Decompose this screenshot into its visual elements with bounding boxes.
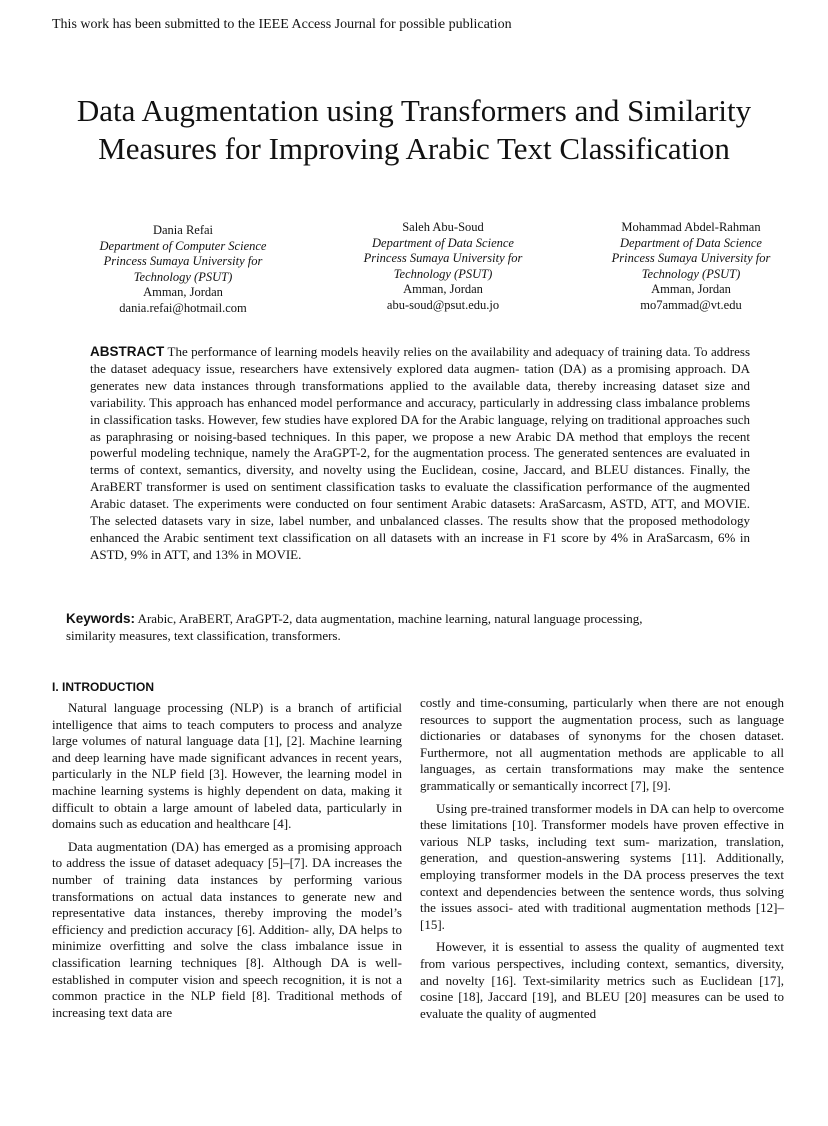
author-department: Department of Data Science (372, 235, 514, 250)
author-email: mo7ammad@vt.edu (640, 297, 742, 312)
author-email: dania.refai@hotmail.com (119, 300, 247, 315)
paper-title: Data Augmentation using Transformers and Similarity Measures for Improving Arabic Text Classification (76, 93, 752, 166)
keywords-label: Keywords: (66, 611, 136, 626)
author-location: Amman, Jordan (651, 282, 731, 296)
submission-banner: This work has been submitted to the IEEE Access Journal for possible publication (52, 17, 512, 32)
author-name: Dania Refai (152, 223, 214, 237)
author-name: Mohammad Abdel-Rahman (621, 220, 761, 234)
author-block-3 (596, 220, 786, 313)
author-institution: Princess Sumaya University for Technology (PSUT) (103, 254, 263, 284)
keywords-text: Arabic, AraBERT, AraGPT-2, data augmentation, machine learning, natural language processing, similarity measures, text classification, transformers. (66, 611, 643, 643)
author-institution: Princess Sumaya University for Technology (PSUT) (611, 251, 771, 281)
author-department: Department of Computer Science (99, 238, 267, 253)
paragraph: Natural language processing (NLP) is a branch of artificial intelligence that aims to teach computers to process and analyze large volumes of natural language data [1], [2]. Machine learning and deep learning have made significant advances in recent years, particularly in the NLP field [3]. However, the learning model in machine learning systems is highly dependent on data, making it difficult to obtain a large amount of labeled data, particularly in domains such as education and healthcare [4]. (52, 700, 402, 832)
abstract-label: ABSTRACT (90, 344, 165, 359)
section-heading: I. INTRODUCTION (52, 680, 154, 694)
left-column (52, 700, 402, 1027)
author-department: Department of Data Science (620, 235, 762, 250)
author-email: abu-soud@psut.edu.jo (386, 297, 500, 312)
abstract (90, 344, 750, 564)
abstract-text: The performance of learning models heavily relies on the availability and adequacy of training data. To address the dataset adequacy issue, researchers have extensively explored data augmen- tation (DA) as a promising approach. DA generates new data instances through transformations applied to the available data, thereby increasing dataset size and variability. This approach has enhanced model performance and accuracy, particularly in addressing class imbalance problems in classification tasks. However, few studies have explored DA for the Arabic language, relying on traditional approaches such as paraphrasing or noising-based techniques. In this paper, we propose a new Arabic DA method that employs the recent powerful modeling technique, namely the AraGPT-2, for the augmentation process. The generated sentences are evaluated in terms of context, semantics, diversity, and novelty using the Euclidean, cosine, Jaccard, and BLEU distances. Finally, the AraBERT transformer is used on sentiment classification tasks to evaluate the classification performance of the augmented Arabic dataset. The experiments were conducted on four sentiment Arabic datasets: AraSarcasm, ASTD, ATT, and MOVIE. The selected datasets vary in size, label number, and unbalanced classes. The results show that the proposed methodology enhanced the Arabic sentiment text classification on all datasets with an increase in F1 score by 4% in AraSarcasm, 6% in ASTD, 9% in ATT, and 13% in MOVIE. (90, 344, 751, 562)
author-name: Saleh Abu-Soud (402, 220, 484, 234)
paragraph: Data augmentation (DA) has emerged as a promising approach to address the issue of dataset adequacy [5]–[7]. DA increases the number of training data instances by performing various transformations on actual data instances to generate new and representative data instances, thereby improving the model’s efficiency and prediction accuracy [6]. Addition- ally, DA helps to minimize overfitting and solve the class imbalance issue in classification learning techniques [8]. Although DA is well-established in computer vision and speech recognition, it is not a common practice in the NLP field [8]. Traditional methods of increasing text data are (52, 838, 402, 1020)
keywords (66, 610, 686, 644)
author-location: Amman, Jordan (143, 285, 223, 299)
author-location: Amman, Jordan (403, 282, 483, 296)
paragraph: However, it is essential to assess the quality of augmented text from various perspectives, including context, semantics, diversity, and novelty [16]. Text-similarity metrics such as Euclidean [17], cosine [18], Jaccard [19], and BLEU [20] measures can be used to evaluate the quality of augmented (420, 939, 784, 1021)
author-block-2 (348, 220, 538, 313)
paragraph: Using pre-trained transformer models in DA can help to overcome these limitations [10]. Transformer models have proven effective in various NLP tasks, including text sum- marization, translation, generation, and question-answering systems [11]. Additionally, employing transformer models in the DA process preserves the text context and dependencies between the sentence words, thus solving the issues associ- ated with traditional augmentation methods [12]–[15]. (420, 800, 784, 932)
right-column (420, 695, 784, 1028)
author-block-1 (88, 223, 278, 316)
author-institution: Princess Sumaya University for Technology (PSUT) (363, 251, 523, 281)
paragraph: costly and time-consuming, particularly when there are not enough resources to support the augmentation process, such as language dictionaries or databases of synonyms for the chosen dataset. Furthermore, not all augmentation methods are applicable to all languages, as certain transformations may make the sentence grammatically or semantically incorrect [7], [9]. (420, 695, 784, 793)
